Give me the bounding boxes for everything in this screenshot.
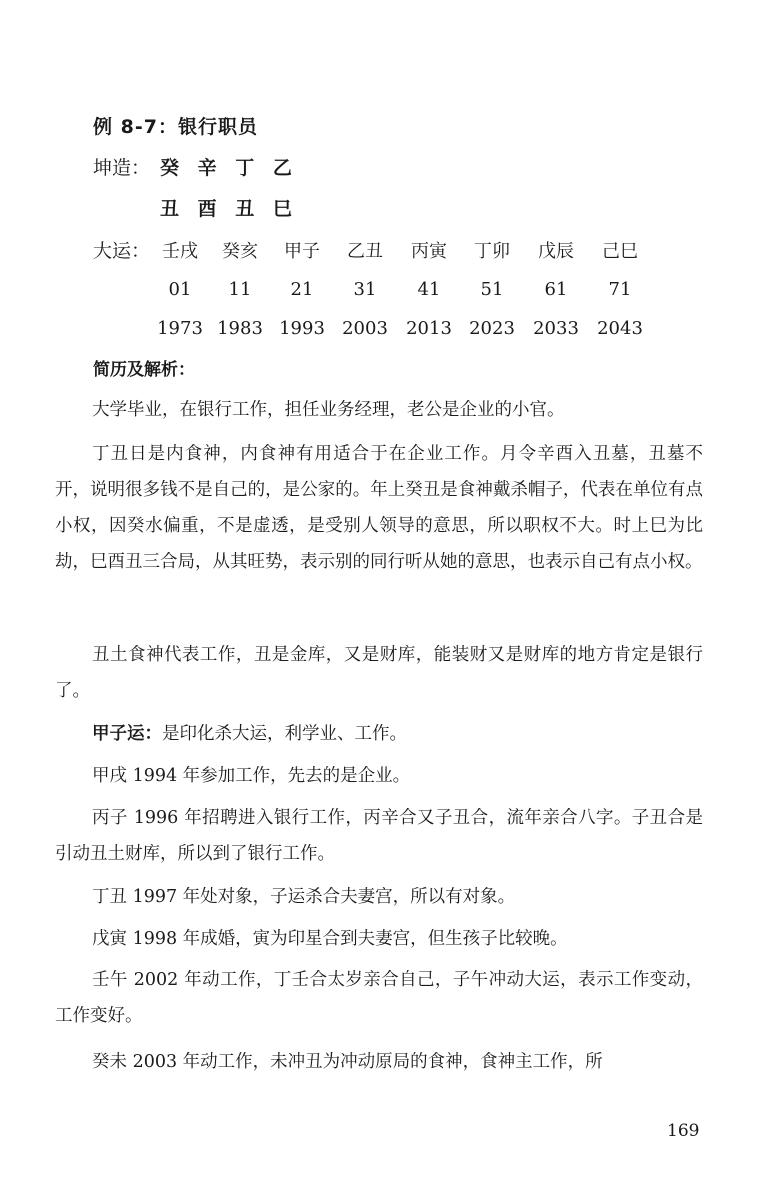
paragraph-text: 丁丑日是内食神，内食神有用适合于在企业工作。月令辛酉入丑墓，丑墓不开，说明很多钱不是自己的，是公家的。年上癸丑是食神戴杀帽子，代表在单位有点小权，因癸水偏重，不是虚透，是受别人领导的意思，所以职权不大。时上巳为比劫，巳酉丑三合局，从其旺势，表示别的同行听从她的意思，也表示自己有点小权。 <box>55 444 703 572</box>
dayun-year: 2003 <box>342 318 388 339</box>
dayun-year: 2023 <box>469 318 515 339</box>
dayun-age: 61 <box>544 279 568 300</box>
heavenly-stems: 癸 辛 丁 乙 <box>160 157 298 179</box>
example-title: 例 8-7：银行职员 <box>93 116 258 138</box>
dayun-year: 1993 <box>279 318 325 339</box>
paragraph-text: 丁丑 1997 年处对象，子运杀合夫妻宫，所以有对象。 <box>92 887 516 907</box>
paragraph <box>55 1044 703 1080</box>
dayun-pillar: 丁卯 <box>474 241 510 262</box>
dayun-pillar: 癸亥 <box>222 241 258 262</box>
paragraph <box>55 758 703 794</box>
dayun-age: 11 <box>228 279 252 300</box>
dayun-pillar: 己巳 <box>602 241 638 262</box>
paragraph <box>55 436 703 580</box>
dayun-year: 2033 <box>533 318 579 339</box>
paragraph <box>55 921 703 957</box>
dayun-age: 71 <box>608 279 632 300</box>
dayun-year: 2043 <box>597 318 643 339</box>
paragraph-text: 甲戌 1994 年参加工作，先去的是企业。 <box>92 766 411 786</box>
paragraph-text: 是印化杀大运，利学业、工作。 <box>162 724 407 744</box>
dayun-label: 大运： <box>93 240 151 262</box>
paragraph-text: 戊寅 1998 年成婚，寅为印星合到夫妻宫，但生孩子比较晚。 <box>92 929 568 949</box>
paragraph-text: 丙子 1996 年招聘进入银行工作，丙辛合又子丑合，流年亲合八字。子丑合是引动丑土财库，所以到了银行工作。 <box>55 808 703 864</box>
paragraph <box>55 392 703 428</box>
kunzao-label: 坤造： <box>93 157 151 179</box>
dayun-pillar: 丙寅 <box>411 241 447 262</box>
dayun-year: 1973 <box>157 318 203 339</box>
dayun-pillar: 壬戌 <box>162 241 198 262</box>
dayun-age: 01 <box>168 279 192 300</box>
paragraph-text: 壬午 2002 年动工作，丁壬合太岁亲合自己，子午冲动大运，表示工作变动，工作变好。 <box>55 970 703 1026</box>
paragraph <box>55 800 703 872</box>
dayun-year: 1983 <box>217 318 263 339</box>
paragraph-lead: 甲子运： <box>92 724 162 744</box>
dayun-year: 2013 <box>406 318 452 339</box>
paragraph <box>55 879 703 915</box>
paragraph-text: 丑土食神代表工作，丑是金库，又是财库，能装财又是财库的地方肯定是银行了。 <box>55 645 703 701</box>
dayun-pillar: 戊辰 <box>538 241 574 262</box>
paragraph-text: 大学毕业，在银行工作，担任业务经理，老公是企业的小官。 <box>92 400 565 420</box>
dayun-pillar: 乙丑 <box>347 241 383 262</box>
paragraph <box>55 962 703 1034</box>
dayun-pillar: 甲子 <box>284 241 320 262</box>
dayun-age: 31 <box>353 279 377 300</box>
page-number: 169 <box>667 1121 700 1141</box>
analysis-heading: 简历及解析： <box>93 360 195 380</box>
paragraph <box>55 716 703 752</box>
dayun-age: 41 <box>417 279 441 300</box>
dayun-age: 21 <box>290 279 314 300</box>
paragraph <box>55 637 703 709</box>
dayun-age: 51 <box>480 279 504 300</box>
earthly-branches: 丑 酉 丑 巳 <box>160 198 298 220</box>
paragraph-text: 癸未 2003 年动工作，未冲丑为冲动原局的食神，食神主工作，所 <box>92 1052 603 1072</box>
